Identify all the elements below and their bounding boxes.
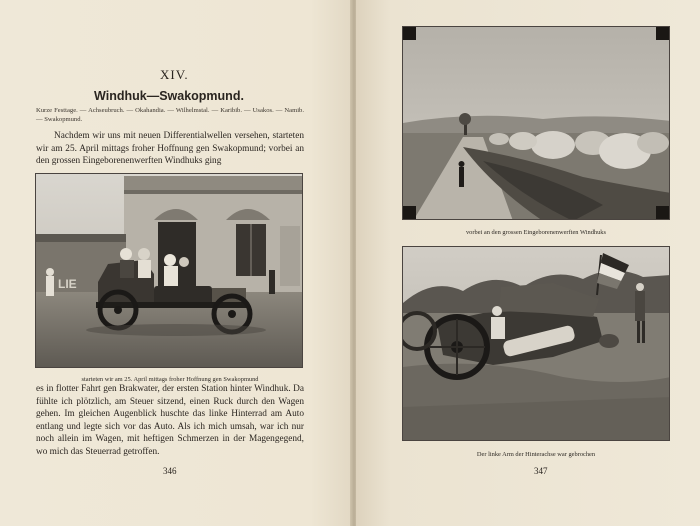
photo-broken-axle <box>402 246 670 441</box>
photo-corner-mount <box>403 206 416 219</box>
broken-axle-illustration <box>403 247 670 441</box>
paragraph-intro: Nachdem wir uns mit neuen Differentialwellen versehen, starteten wir am 25. April mittags froher Hoffnung gen Swakopmund; vorbei an den grossen Eingeborenenwerften Windhuks ging <box>36 131 304 167</box>
car-departure-illustration <box>36 174 303 368</box>
sign-lettering: LIE <box>58 277 77 291</box>
photo-corner-mount <box>656 206 669 219</box>
photo-caption-bottom: Der linke Arm der Hinterachse war gebrochen <box>476 451 596 458</box>
chapter-number: XIV. <box>160 67 189 82</box>
page-number-left: 346 <box>163 466 177 476</box>
page-number-right: 347 <box>534 466 548 476</box>
chapter-summary: Kurze Festtage. — Achseubruch. — Okahandia. — Wilhelmstal. — Karibib. — Usakos. — Namib. — Swakopmund. <box>36 107 304 123</box>
photo-caption-left: starteten wir am 25. April mittags froher Hoffnung gen Swakopmund <box>81 376 259 383</box>
photo-native-settlement <box>402 26 670 220</box>
settlement-illustration <box>403 27 670 220</box>
photo-corner-mount <box>656 27 669 40</box>
chapter-title: Windhuk—Swakopmund. <box>94 89 244 103</box>
right-page <box>356 0 700 526</box>
photo-car-departure <box>35 173 303 368</box>
paragraph-continued: es in flotter Fahrt gen Brakwater, der ersten Station hinter Windhuk. Da fühlte ich plötzlich, am Steuer sitzend, einen Ruck durch den Wagen gehen. Im gleichen Augenblick huschte das linke Hinterrad am Auto entlang und legte sich vor das Auto. Als ich mich umsah, war ich nur noch allein im Wagen, mit heftigen Schmerzen in der Magengegend, wo mich das Steuerrad getroffen. <box>36 384 304 457</box>
photo-corner-mount <box>403 27 416 40</box>
photo-caption-top: vorbei an den grossen Eingeborenenwerften Windhuks <box>465 229 606 236</box>
